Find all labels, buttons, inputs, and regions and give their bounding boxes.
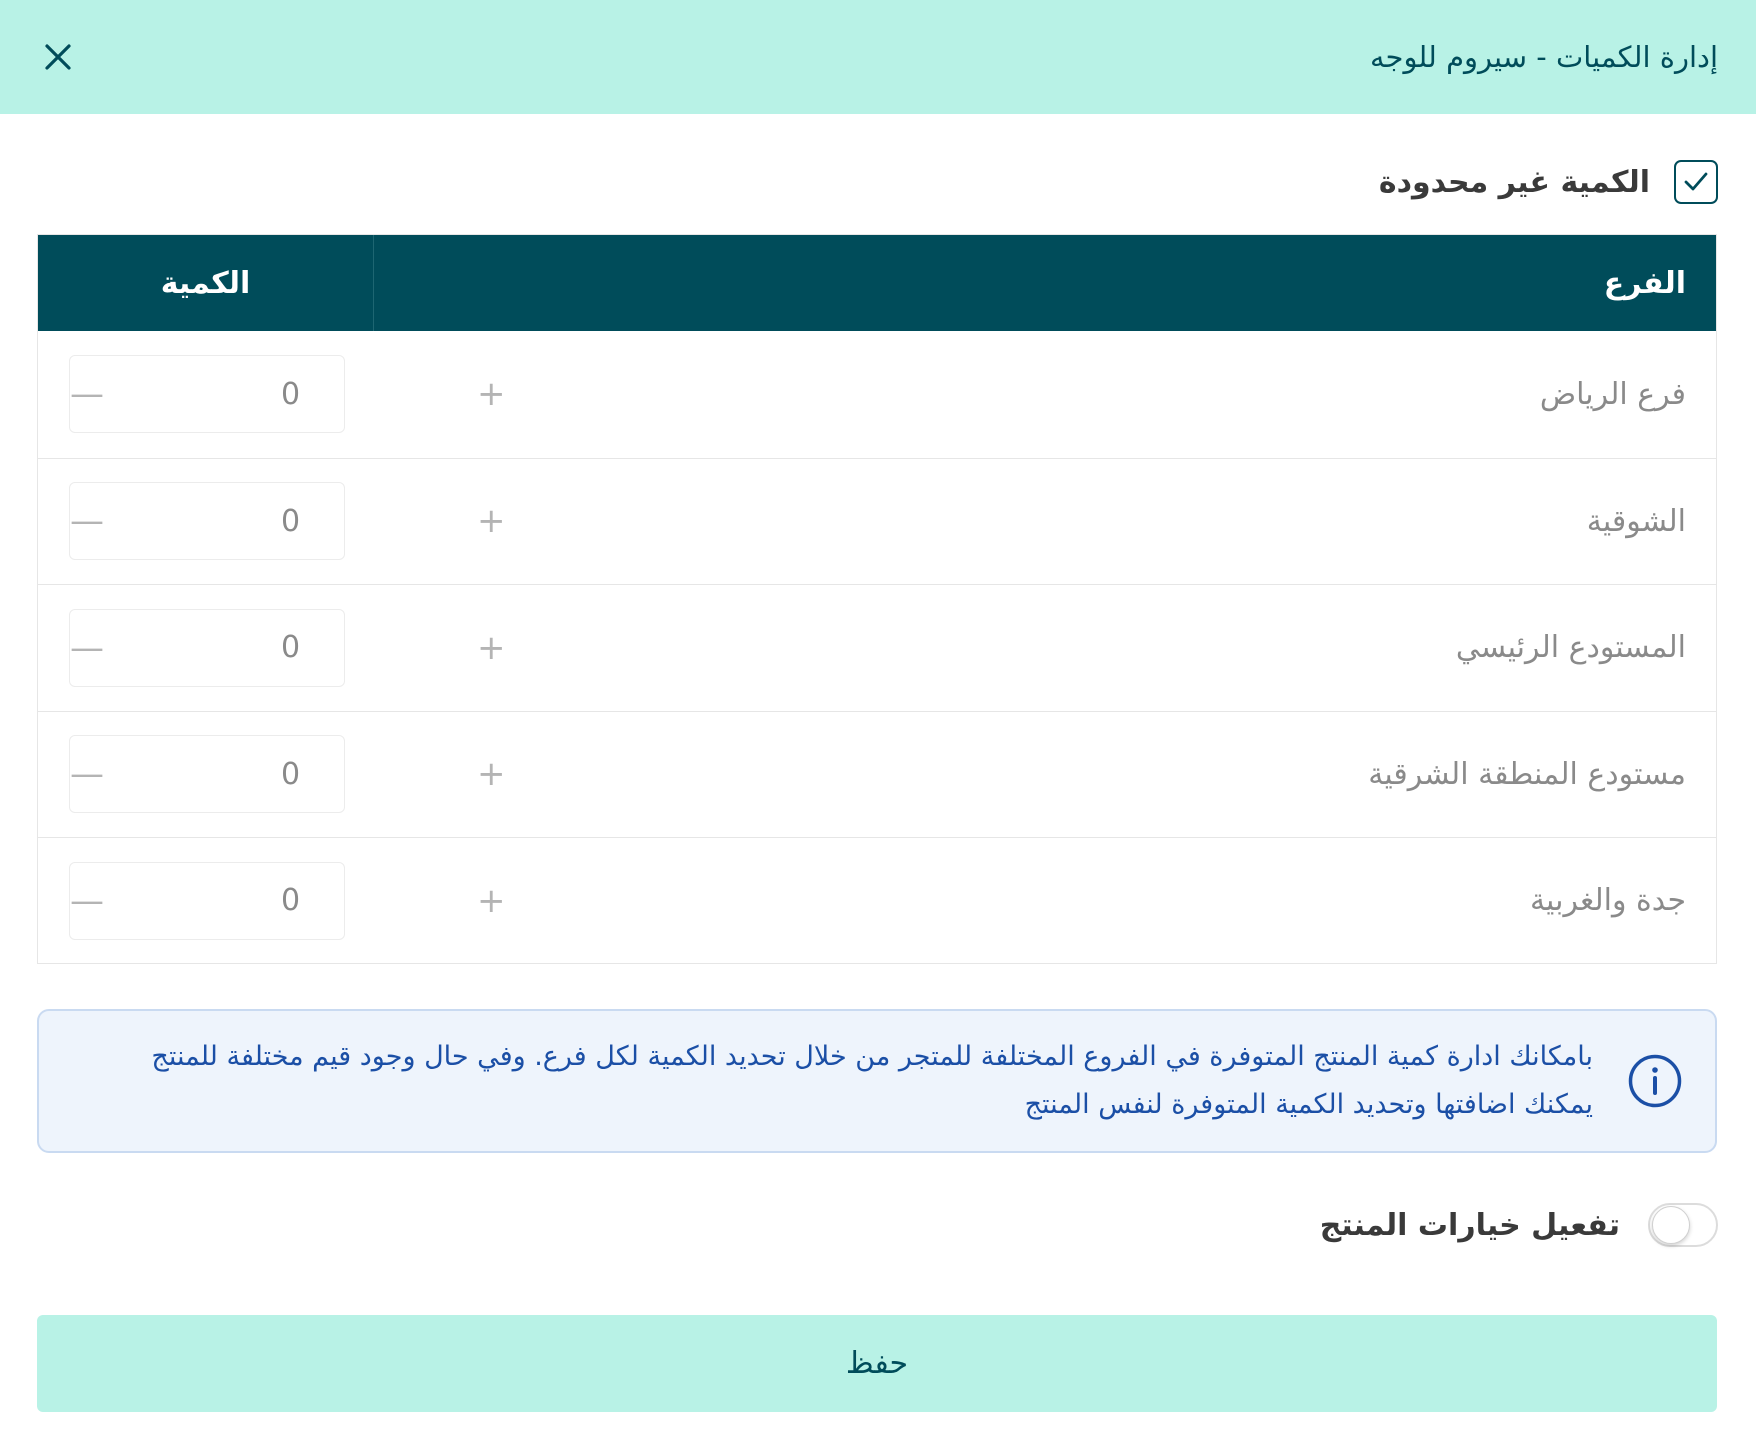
increment-button[interactable]: + bbox=[477, 627, 506, 668]
unlimited-quantity-row bbox=[1379, 158, 1718, 206]
checkmark-icon bbox=[1683, 171, 1709, 193]
quantity-cell bbox=[38, 585, 506, 711]
modal-header bbox=[0, 0, 1756, 114]
quantity-stepper bbox=[69, 482, 506, 560]
quantity-input[interactable] bbox=[104, 883, 477, 918]
close-button[interactable] bbox=[36, 35, 80, 79]
close-icon bbox=[44, 43, 72, 71]
branch-quantity-table bbox=[37, 234, 1717, 964]
decrement-button[interactable]: — bbox=[70, 374, 104, 415]
branch-name: مستودع المنطقة الشرقية bbox=[1368, 756, 1686, 792]
decrement-button[interactable]: — bbox=[70, 754, 104, 795]
quantity-stepper bbox=[69, 862, 506, 940]
decrement-button[interactable]: — bbox=[70, 501, 104, 542]
quantity-stepper bbox=[69, 609, 506, 687]
quantity-input[interactable] bbox=[104, 630, 477, 665]
table-row bbox=[38, 837, 1716, 964]
product-options-toggle[interactable] bbox=[1648, 1203, 1718, 1247]
info-text: بامكانك ادارة كمية المنتج المتوفرة في الفروع المختلفة للمتجر من خلال تحديد الكمية لكل فرع. وفي حال وجود قيم مختلفة للمنتج يمكنك اضافتها وتحديد الكمية المتوفرة لنفس المنتج bbox=[151, 1041, 1593, 1120]
quantity-input[interactable] bbox=[104, 757, 477, 792]
unlimited-quantity-checkbox[interactable] bbox=[1674, 160, 1718, 204]
quantity-cell bbox=[38, 459, 506, 585]
column-header-branch: الفرع bbox=[1603, 265, 1686, 301]
quantity-cell bbox=[38, 331, 506, 458]
product-options-row bbox=[1320, 1200, 1718, 1250]
branch-name: جدة والغربية bbox=[1529, 883, 1686, 919]
table-row bbox=[38, 584, 1716, 711]
decrement-button[interactable]: — bbox=[70, 627, 104, 668]
save-button[interactable]: حفظ bbox=[37, 1315, 1717, 1412]
table-row bbox=[38, 331, 1716, 458]
quantity-stepper bbox=[69, 355, 506, 433]
toggle-knob bbox=[1652, 1206, 1690, 1244]
column-header-quantity: الكمية bbox=[38, 235, 374, 331]
quantity-input[interactable] bbox=[104, 504, 477, 539]
branch-name: الشوقية bbox=[1586, 503, 1686, 539]
quantity-input[interactable] bbox=[104, 377, 477, 412]
info-icon bbox=[1627, 1053, 1683, 1109]
quantity-cell bbox=[38, 838, 506, 964]
product-options-label: تفعيل خيارات المنتج bbox=[1319, 1207, 1620, 1243]
unlimited-quantity-label: الكمية غير محدودة bbox=[1378, 164, 1650, 200]
increment-button[interactable]: + bbox=[477, 880, 506, 921]
branch-name: فرع الرياض bbox=[1539, 376, 1686, 412]
table-body bbox=[38, 331, 1716, 964]
increment-button[interactable]: + bbox=[477, 754, 506, 795]
table-row bbox=[38, 458, 1716, 585]
decrement-button[interactable]: — bbox=[70, 880, 104, 921]
modal-title: إدارة الكميات - سيروم للوجه bbox=[1369, 40, 1718, 74]
table-row bbox=[38, 711, 1716, 838]
table-header bbox=[38, 235, 1716, 331]
increment-button[interactable]: + bbox=[477, 374, 506, 415]
quantity-cell bbox=[38, 712, 506, 838]
branch-name: المستودع الرئيسي bbox=[1455, 630, 1686, 666]
increment-button[interactable]: + bbox=[477, 501, 506, 542]
info-box bbox=[37, 1009, 1717, 1153]
quantity-stepper bbox=[69, 735, 506, 813]
